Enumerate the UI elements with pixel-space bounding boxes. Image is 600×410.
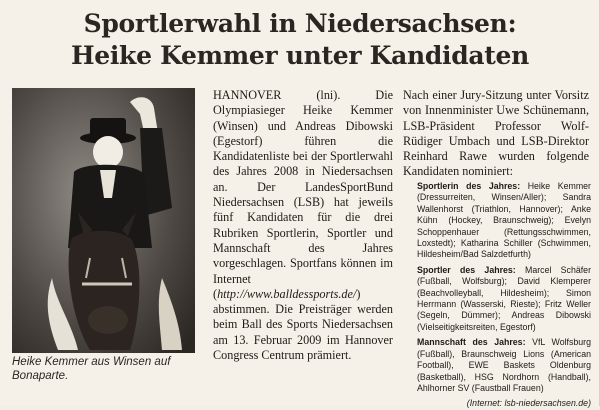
article-paragraph-1 (213, 88, 393, 363)
headline-line-1: Sportlerwahl in Niedersachsen: (83, 9, 517, 38)
factbox-sportlerin-text: Heike Kemmer (Dressurreiten, Winsen/Aller); Sandra Wallenhorst (Triathlon, Hannover); Anke Kühn (Hockey, Braunschweig); Evelyn Schoppenhauer (Rettungsschwimmen, Loxstedt); Katharina Schiller (Schwimmen, Hildesheim/Bad Salzdetfurth) (417, 181, 591, 260)
factbox-mannschaft-label: Mannschaft des Jahres: (417, 337, 526, 348)
factbox-mannschaft-text: VfL Wolfsburg (Fußball), Braunschweig Lions (American Football), EWE Baskets Oldenburg (Basketball), HSG Nordhorn (Handball), Ahlhorner SV (Faustball Frauen) (417, 337, 591, 393)
factbox-sportlerin-label: Sportlerin des Jahres: (417, 181, 521, 191)
rider-photo (12, 88, 195, 353)
article-paragraph-1-text: HANNOVER (lni). Die Olympiasieger Heike Kemmer (Winsen) und Andreas Dibowski (Egestorf) führen die Kandidatenliste bei der Sportlerwahl des Jahres 2008 in Niedersachsen an. Der LandesSportBund Niedersachsen (LSB) hat jeweils fünf Kandidaten für die drei Rubriken Sportlerin, Sportler und Mannschaft des Jahres vorgeschlagen. Sportfans können im Internet ( (213, 88, 393, 301)
headline (0, 8, 600, 72)
article-column-1 (213, 88, 393, 363)
factbox-source: (Internet: lsb-niedersachsen.de) (466, 398, 591, 409)
factbox-sportler-label: Sportler des Jahres: (417, 264, 516, 275)
factbox-sportlerin (417, 181, 591, 261)
headline-line-2: Heike Kemmer unter Kandidaten (70, 41, 530, 70)
nominee-factbox (417, 181, 591, 410)
ball-des-sports-url: http://www.balldessports.de/ (217, 286, 357, 301)
rider-photo-illustration (12, 88, 195, 353)
photo-caption: Heike Kemmer aus Winsen auf Bonaparte. (12, 356, 171, 382)
factbox-mannschaft (417, 337, 591, 394)
factbox-sportler-text: Marcel Schäfer (Fußball, Wolfsburg); David Klemperer (Beachvolleyball, Hildesheim); Simon Herrmann (Wasserski, Rieste); Fritz Weller (Segeln, Dümmer); Andreas Dibowski (Vielseitigkeitsreiten, Egestorf) (417, 264, 591, 332)
article-paragraph-1-end: ) abstimmen. Die Preisträger werden beim Ball des Sports Niedersachsen am 13. Februar 2009 im Hannover Congress Centrum prämiert. (213, 286, 393, 363)
factbox-sportler (417, 265, 591, 333)
article-paragraph-2: Nach einer Jury-Sitzung unter Vorsitz von Innenminister Uwe Schünemann, LSB-Präsident Professor Wolf-Rüdiger Umbach und LSB-Direktor Reinhard Rawe wurden folgende Kandidaten nominiert: (403, 88, 589, 179)
article-column-2 (403, 88, 589, 180)
